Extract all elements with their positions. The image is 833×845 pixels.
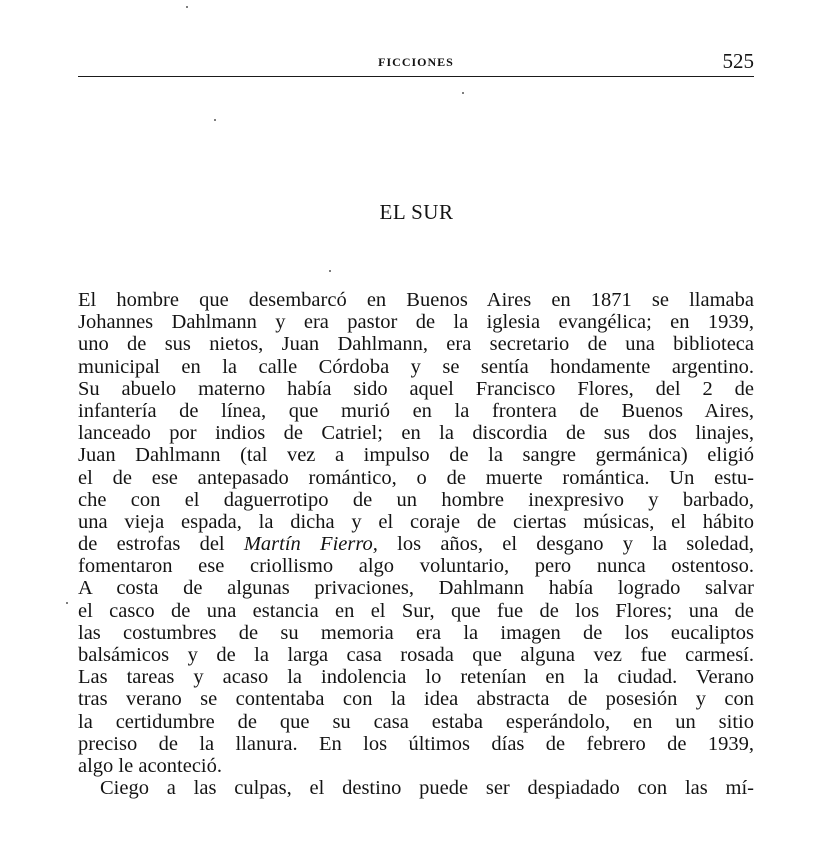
text-line: uno de sus nietos, Juan Dahlmann, era secretario de una biblioteca bbox=[78, 333, 754, 356]
text-line: una vieja espada, la dicha y el coraje de ciertas músicas, el hábito bbox=[78, 510, 754, 533]
scan-speck bbox=[462, 92, 464, 94]
text-line: A costa de algunas privaciones, Dahlmann había logrado salvar bbox=[78, 577, 754, 600]
text-line: Juan Dahlmann (tal vez a impulso de la sangre germánica) eligió bbox=[78, 444, 754, 467]
text-line: algo le aconteció. bbox=[78, 754, 223, 777]
scan-speck bbox=[214, 119, 216, 121]
text-line: che con el daguerrotipo de un hombre inexpresivo y barbado, bbox=[78, 488, 754, 511]
text-line-partial: Ciego a las culpas, el destino puede ser despiadado con las mí- bbox=[100, 777, 754, 800]
running-header bbox=[78, 50, 754, 77]
text-line: municipal en la calle Córdoba y se sentía hondamente argentino. bbox=[78, 355, 754, 378]
text-segment: de estrofas del bbox=[78, 533, 244, 556]
text-line: tras verano se contentaba con la idea abstracta de posesión y con bbox=[78, 688, 754, 711]
italic-title: Martín Fierro, bbox=[243, 533, 378, 556]
text-line: Su abuelo materno había sido aquel Francisco Flores, del 2 de bbox=[78, 377, 754, 400]
text-line-with-italic bbox=[78, 533, 754, 555]
scan-speck bbox=[329, 270, 331, 272]
scan-speck bbox=[186, 6, 188, 8]
text-line: lanceado por indios de Catriel; en la discordia de sus dos linajes, bbox=[78, 422, 754, 445]
text-line: Las tareas y acaso la indolencia lo retenían en la ciudad. Verano bbox=[78, 666, 754, 689]
text-line: las costumbres de su memoria era la imagen de los eucaliptos bbox=[78, 621, 754, 644]
story-title: EL SUR bbox=[379, 200, 454, 224]
text-segment: los años, el desgano y la soledad, bbox=[377, 533, 754, 556]
text-line: el casco de una estancia en el Sur, que fue de los Flores; una de bbox=[78, 599, 754, 622]
text-line: balsámicos y de la larga casa rosada que alguna vez fue carmesí. bbox=[78, 644, 754, 666]
text-line: el de ese antepasado romántico, o de muerte romántica. Un estu- bbox=[78, 466, 754, 489]
text-line: fomentaron ese criollismo algo voluntario, pero nunca ostentoso. bbox=[78, 555, 754, 578]
text-line: la certidumbre de que su casa estaba esperándolo, en un sitio bbox=[78, 710, 754, 733]
text-line: infantería de línea, que murió en la frontera de Buenos Aires, bbox=[78, 399, 754, 422]
text-line: preciso de la llanura. En los últimos días de febrero de 1939, bbox=[78, 732, 754, 755]
scan-speck bbox=[66, 602, 68, 604]
page-number: 525 bbox=[722, 49, 754, 73]
text-line: El hombre que desembarcó en Buenos Aires en 1871 se llamaba bbox=[78, 289, 754, 311]
running-title: FICCIONES bbox=[378, 55, 454, 69]
story-paragraph bbox=[78, 289, 754, 799]
text-line: Johannes Dahlmann y era pastor de la iglesia evangélica; en 1939, bbox=[78, 311, 754, 334]
